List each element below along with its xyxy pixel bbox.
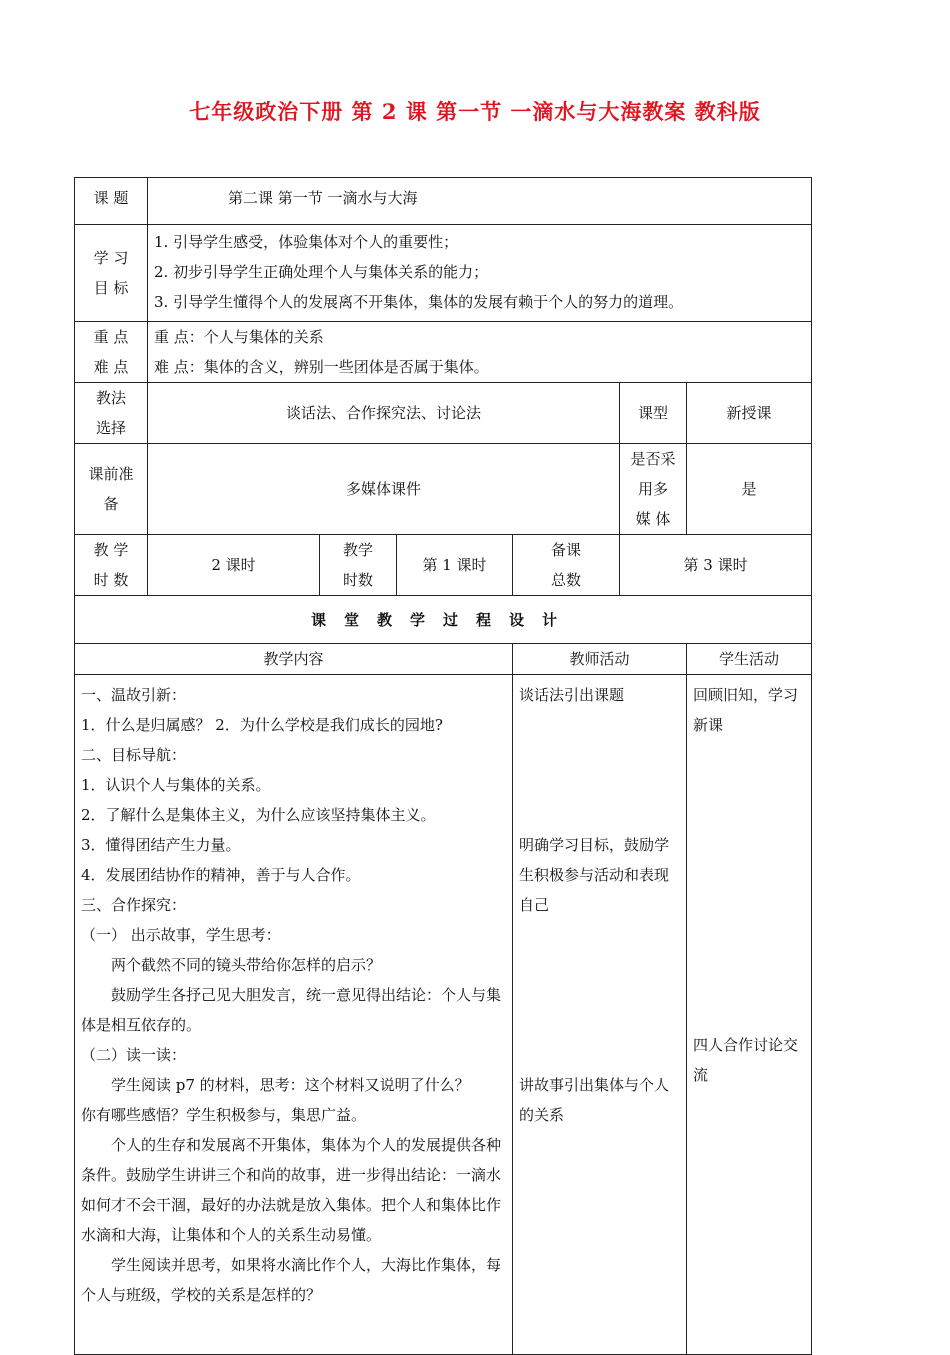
lesson-label-line: 教学 [342, 541, 373, 559]
lesson-label-line: 时数 [342, 571, 373, 589]
prep-label-line: 备 [103, 495, 119, 513]
topic-label: 课 题 [75, 178, 148, 225]
process-heading: 课堂教学过程设计 [75, 596, 812, 644]
key-label-line: 难 点 [93, 358, 129, 376]
key-label [75, 322, 148, 383]
topic-value: 第二课 第一节 一滴水与大海 [148, 178, 812, 225]
lesson-value: 第 1 课时 [397, 535, 513, 596]
teacher-activity: 讲故事引出集体与个人的关系 [519, 1076, 670, 1124]
col-student-header: 学生活动 [687, 644, 812, 675]
total-label-line: 总数 [550, 571, 581, 589]
col-teacher-header: 教师活动 [513, 644, 687, 675]
key-points [148, 322, 812, 383]
content-line: （二）读一读： [81, 1046, 187, 1064]
key-label-line: 重 点 [93, 328, 129, 346]
total-value: 第 3 课时 [620, 535, 812, 596]
content-line: （一） 出示故事，学生思考： [81, 926, 281, 944]
process-heading-row [75, 596, 812, 644]
goals-label-line: 目 标 [93, 279, 129, 297]
method-value: 谈话法、合作探究法、讨论法 [148, 383, 620, 444]
hours-label-line: 教 学 [93, 541, 129, 559]
goal-item: 1. 引导学生感受，体验集体对个人的重要性； [154, 233, 459, 251]
process-body-row [75, 675, 812, 1355]
teacher-activities [513, 675, 687, 1355]
media-value: 是 [687, 444, 812, 535]
lesson-plan-table [74, 177, 812, 1355]
content-line: 两个截然不同的镜头带给你怎样的启示？ [111, 956, 382, 974]
hours-value: 2 课时 [148, 535, 320, 596]
total-label-line: 备课 [550, 541, 581, 559]
content-line: 二、目标导航： [81, 746, 187, 764]
method-label-line: 选择 [95, 419, 126, 437]
student-activity: 四人合作讨论交流 [693, 1036, 799, 1084]
content-line: 个人的生存和发展离不开集体，集体为个人的发展提供各种条件。鼓励学生讲讲三个和尚的故事，进一步得出结论：一滴水如何才不会干涸，最好的办法就是放入集体。把个人和集体比作水滴和大海，让集体和个人的关系生动易懂。 [81, 1136, 502, 1244]
goals-label-line: 学 习 [93, 249, 129, 267]
lesson-label [320, 535, 397, 596]
content-line: 3．懂得团结产生力量。 [81, 836, 241, 854]
prep-label [75, 444, 148, 535]
goal-item: 3. 引导学生懂得个人的发展离不开集体，集体的发展有赖于个人的努力的道理。 [154, 293, 684, 311]
content-line: 4．发展团结协作的精神，善于与人合作。 [81, 866, 361, 884]
media-label [620, 444, 687, 535]
hours-label [75, 535, 148, 596]
content-line: 1．什么是归属感？ 2．为什么学校是我们成长的园地? [81, 716, 443, 734]
goals-row [75, 225, 812, 322]
content-line: 鼓励学生各抒己见大胆发言，统一意见得出结论：个人与集体是相互依存的。 [81, 986, 502, 1034]
key-points-row [75, 322, 812, 383]
document-title: 七年级政治下册 第 2 课 第一节 一滴水与大海教案 教科版 [189, 99, 761, 124]
prep-value: 多媒体课件 [148, 444, 620, 535]
type-value: 新授课 [687, 383, 812, 444]
teaching-content [75, 675, 513, 1355]
student-activities [687, 675, 812, 1355]
media-label-line: 是否采用多 [630, 450, 676, 498]
total-label [513, 535, 620, 596]
media-label-line: 媒 体 [635, 510, 671, 528]
student-activity: 回顾旧知，学习新课 [693, 686, 799, 734]
topic-row [75, 178, 812, 225]
content-line: 三、合作探究： [81, 896, 187, 914]
process-columns-row [75, 644, 812, 675]
goal-item: 2. 初步引导学生正确处理个人与集体关系的能力； [154, 263, 489, 281]
content-line: 学生阅读并思考，如果将水滴比作个人，大海比作集体，每个人与班级，学校的关系是怎样的？ [81, 1256, 502, 1304]
content-line: 你有哪些感悟？学生积极参与，集思广益。 [81, 1106, 367, 1124]
difficult-point: 难 点：集体的含义，辨别一些团体是否属于集体。 [154, 358, 489, 376]
key-point: 重 点：个人与集体的关系 [154, 328, 324, 346]
method-label-line: 教法 [95, 389, 126, 407]
prep-row [75, 444, 812, 535]
content-line: 1．认识个人与集体的关系。 [81, 776, 271, 794]
goals-label [75, 225, 148, 322]
col-content-header: 教学内容 [75, 644, 513, 675]
content-line: 一、温故引新： [81, 686, 187, 704]
teacher-activity: 明确学习目标，鼓励学生积极参与活动和表现自己 [519, 836, 670, 914]
content-line: 2．了解什么是集体主义，为什么应该坚持集体主义。 [81, 806, 436, 824]
prep-label-line: 课前准 [88, 465, 134, 483]
teacher-activity: 谈话法引出课题 [519, 686, 625, 704]
type-label: 课型 [620, 383, 687, 444]
goals-list [148, 225, 812, 322]
content-line: 学生阅读 p7 的材料，思考：这个材料又说明了什么？ [111, 1076, 470, 1094]
method-row [75, 383, 812, 444]
hours-label-line: 时 数 [93, 571, 129, 589]
hours-row [75, 535, 812, 596]
method-label [75, 383, 148, 444]
